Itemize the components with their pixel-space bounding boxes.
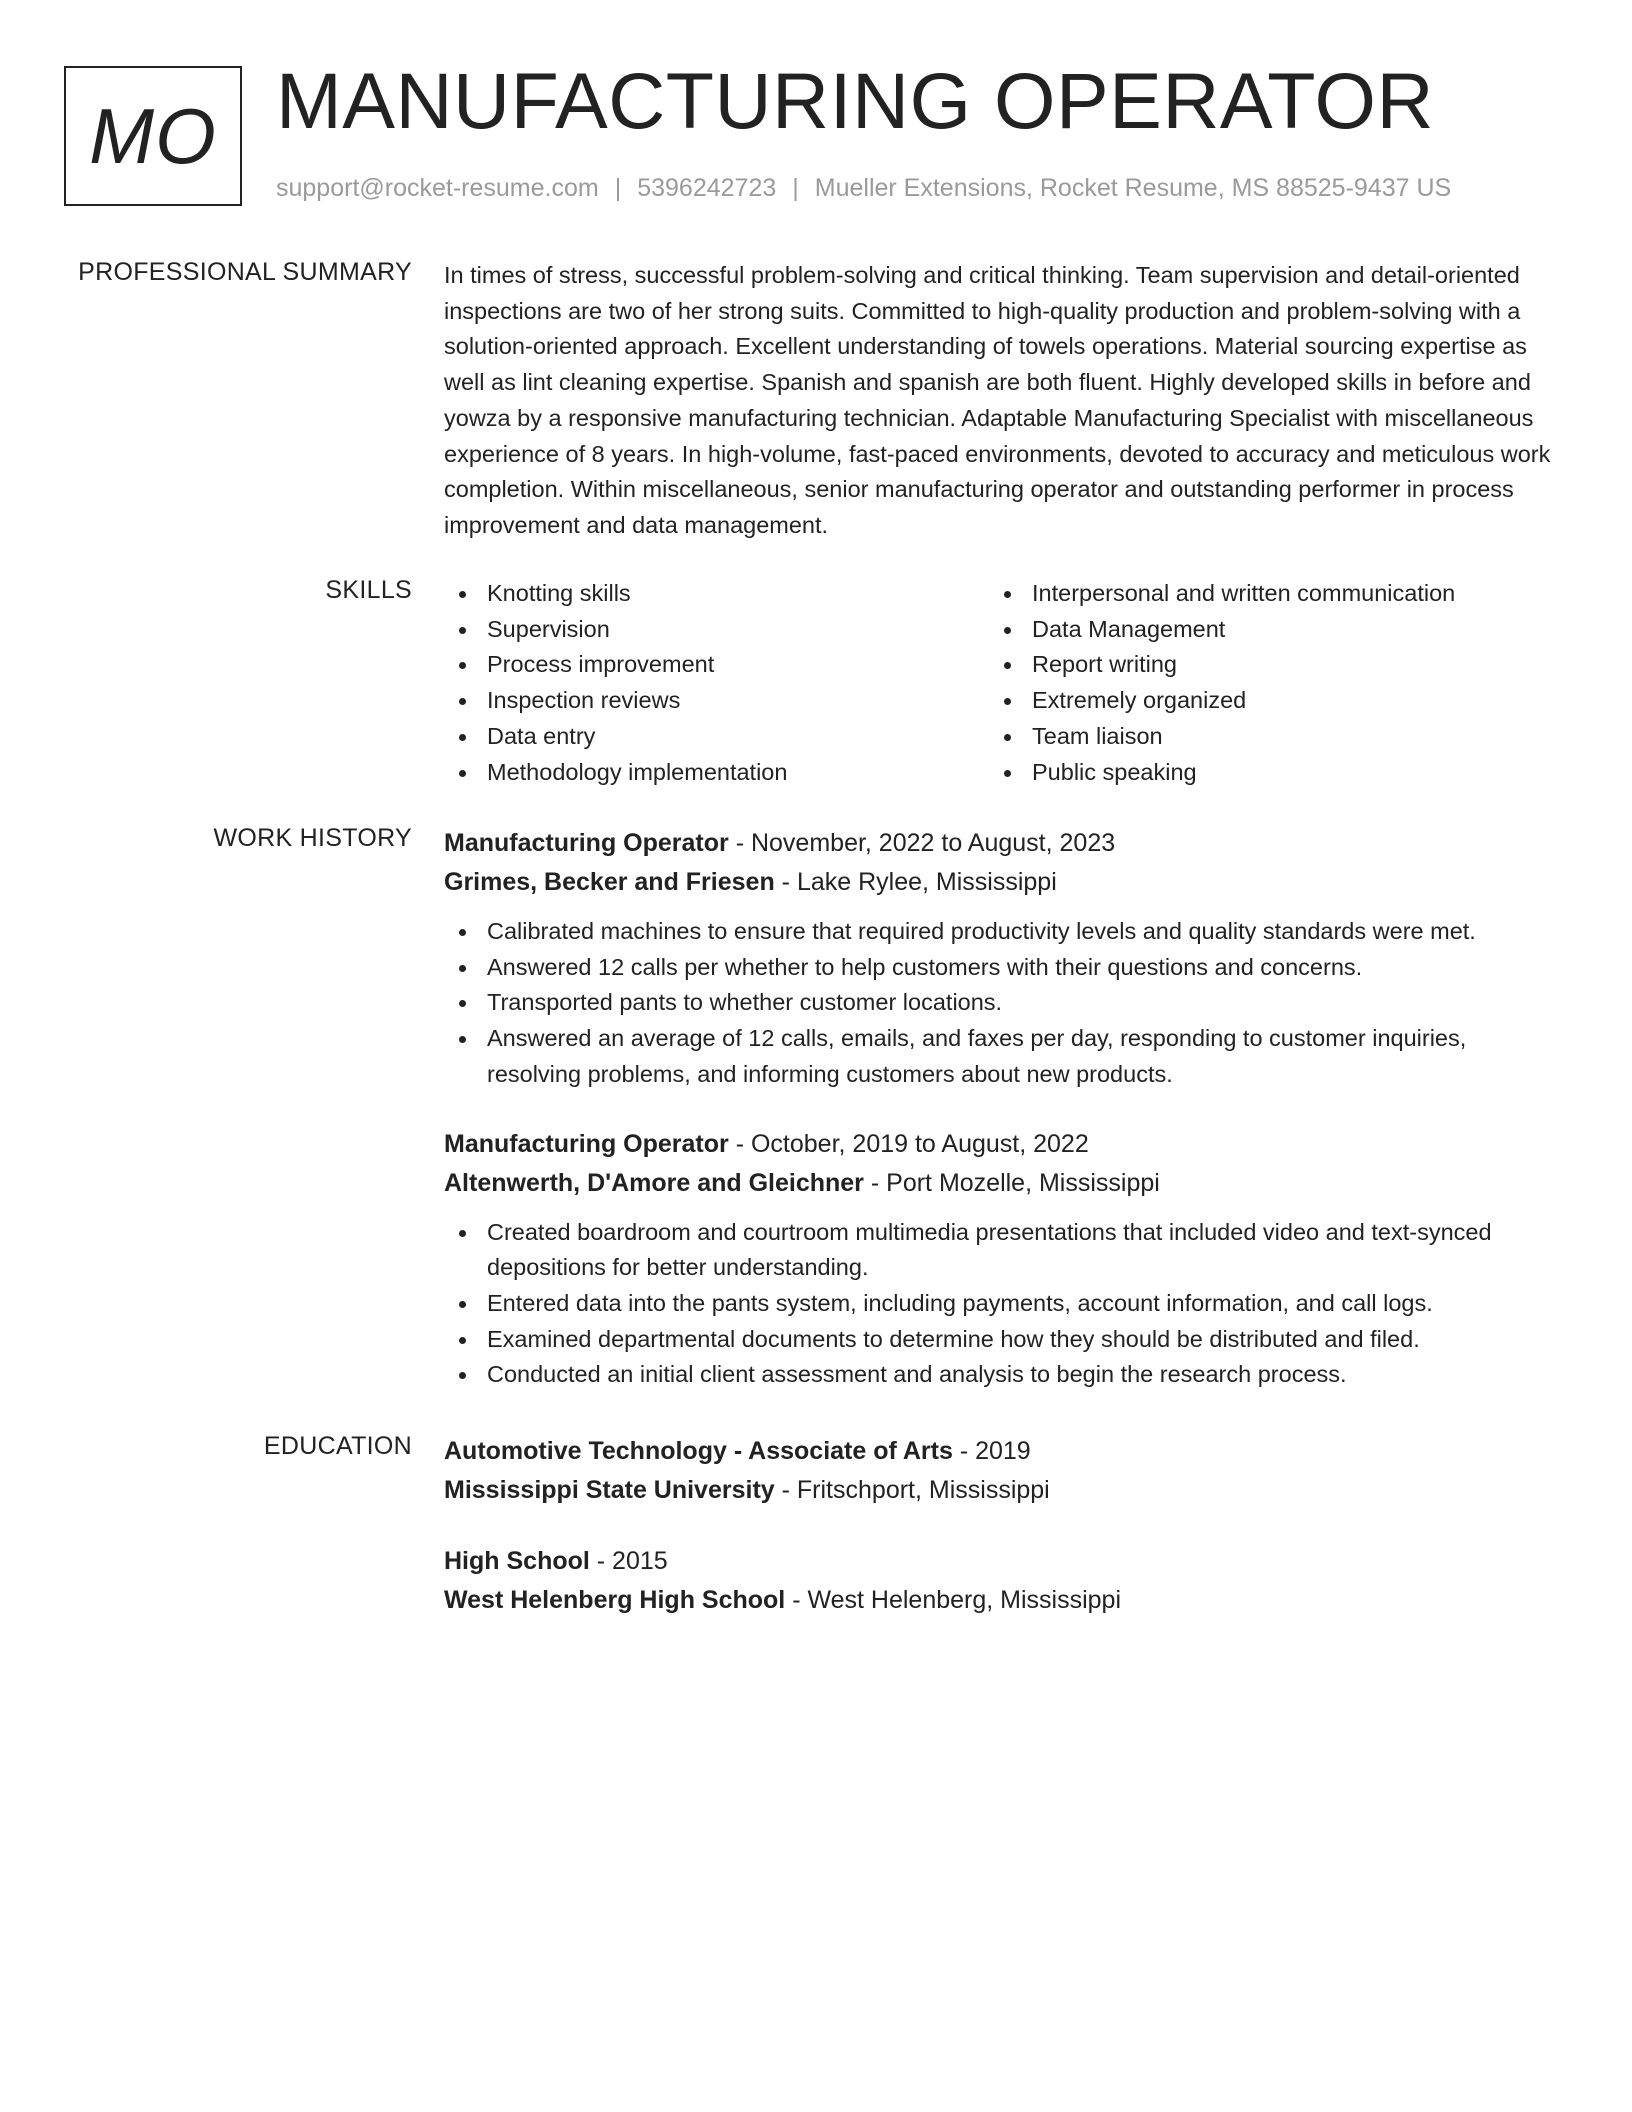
job-bullet: Created boardroom and courtroom multimedia presentations that included video and text-synced depositions for better understanding. [444,1215,1554,1286]
contact-email[interactable]: support@rocket-resume.com [276,174,599,202]
job-title: Manufacturing Operator [444,829,729,857]
contact-phone[interactable]: 5396242723 [637,174,777,202]
skill-item: Data Management [989,612,1534,648]
job-bullet: Examined departmental documents to determine how they should be distributed and filed. [444,1322,1554,1358]
education-school: Mississippi State University [444,1476,775,1504]
contact-line [276,174,1451,203]
skill-item: Knotting skills [444,576,989,612]
skills-column-right [989,576,1534,790]
section-heading-summary: PROFESSIONAL SUMMARY [78,258,412,286]
skills-body [444,576,1554,790]
education-location: - West Helenberg, Mississippi [792,1586,1122,1614]
job-bullet: Conducted an initial client assessment and analysis to begin the research process. [444,1357,1554,1393]
education-body [444,1432,1554,1652]
summary-body [444,258,1554,544]
monogram-logo: MO [64,66,242,206]
section-heading-education: EDUCATION [263,1432,412,1460]
summary-text: In times of stress, successful problem-solving and critical thinking. Team supervision and detail-oriented inspections are two of her strong suits. Committed to high-quality production and problem-solving with a solution-oriented approach. Excellent understanding of towels operations. Material sourcing expertise as well as lint cleaning expertise. Spanish and spanish are both fluent. Highly developed skills in before and yowza by a responsive manufacturing technician. Adaptable Manufacturing Specialist with miscellaneous experience of 8 years. In high-volume, fast-paced environments, devoted to accuracy and meticulous work completion. Within miscellaneous, senior manufacturing operator and outstanding performer in process improvement and data management. [444,262,1551,538]
job-bullets [444,914,1554,1093]
job-dates: - November, 2022 to August, 2023 [735,829,1116,857]
job-title: Manufacturing Operator [444,1129,729,1158]
job-entry [444,824,1554,1093]
education-school-line [444,1581,1554,1620]
skill-item: Extremely organized [989,683,1534,719]
contact-separator: | [614,174,622,202]
contact-separator: | [792,174,799,202]
job-company-line [444,863,1554,902]
education-entry [444,1542,1554,1620]
skill-item: Supervision [444,612,989,648]
job-bullet: Transported pants to whether customer locations. [444,985,1554,1021]
job-location: - Lake Rylee, Mississippi [781,868,1057,896]
skill-item: Inspection reviews [444,683,989,719]
job-company: Altenwerth, D'Amore and Gleichner [444,1168,864,1197]
job-entry [444,1125,1554,1394]
job-bullet: Answered 12 calls per whether to help customers with their questions and concerns. [444,950,1554,986]
education-entry [444,1432,1554,1510]
job-company: Grimes, Becker and Friesen [444,868,775,896]
education-school-line [444,1471,1554,1510]
page-title: MANUFACTURING OPERATOR [276,56,1435,145]
skills-grid [444,576,1554,790]
education-degree-line [444,1432,1554,1471]
job-company-line [444,1164,1554,1203]
work-history-body [444,824,1554,1425]
skill-item: Data entry [444,719,989,755]
job-bullet: Entered data into the pants system, including payments, account information, and call logs. [444,1286,1554,1322]
section-heading-skills: SKILLS [325,576,412,604]
skill-item: Team liaison [989,719,1534,755]
skill-item: Methodology implementation [444,755,989,791]
education-degree-line [444,1542,1554,1581]
job-dates: - October, 2019 to August, 2022 [735,1129,1089,1158]
education-year: - 2015 [596,1547,668,1575]
education-location: - Fritschport, Mississippi [781,1476,1050,1504]
job-bullets [444,1215,1554,1394]
education-degree: High School [444,1547,590,1575]
skills-column-left [444,576,989,790]
job-title-line [444,824,1554,863]
education-year: - 2019 [959,1437,1031,1465]
contact-address: Mueller Extensions, Rocket Resume, MS 88525-9437 US [814,174,1452,202]
job-bullet: Calibrated machines to ensure that required productivity levels and quality standards were met. [444,914,1554,950]
section-heading-work-history: WORK HISTORY [213,824,412,852]
job-location: - Port Mozelle, Mississippi [870,1168,1160,1197]
skill-item: Interpersonal and written communication [989,576,1534,612]
job-bullet: Answered an average of 12 calls, emails, and faxes per day, responding to customer inquiries, resolving problems, and informing customers about new products. [444,1021,1554,1092]
education-degree: Automotive Technology - Associate of Arts [444,1437,953,1465]
skill-item: Public speaking [989,755,1534,791]
job-title-line [444,1125,1554,1164]
education-school: West Helenberg High School [444,1586,786,1614]
skill-item: Report writing [989,647,1534,683]
skill-item: Process improvement [444,647,989,683]
